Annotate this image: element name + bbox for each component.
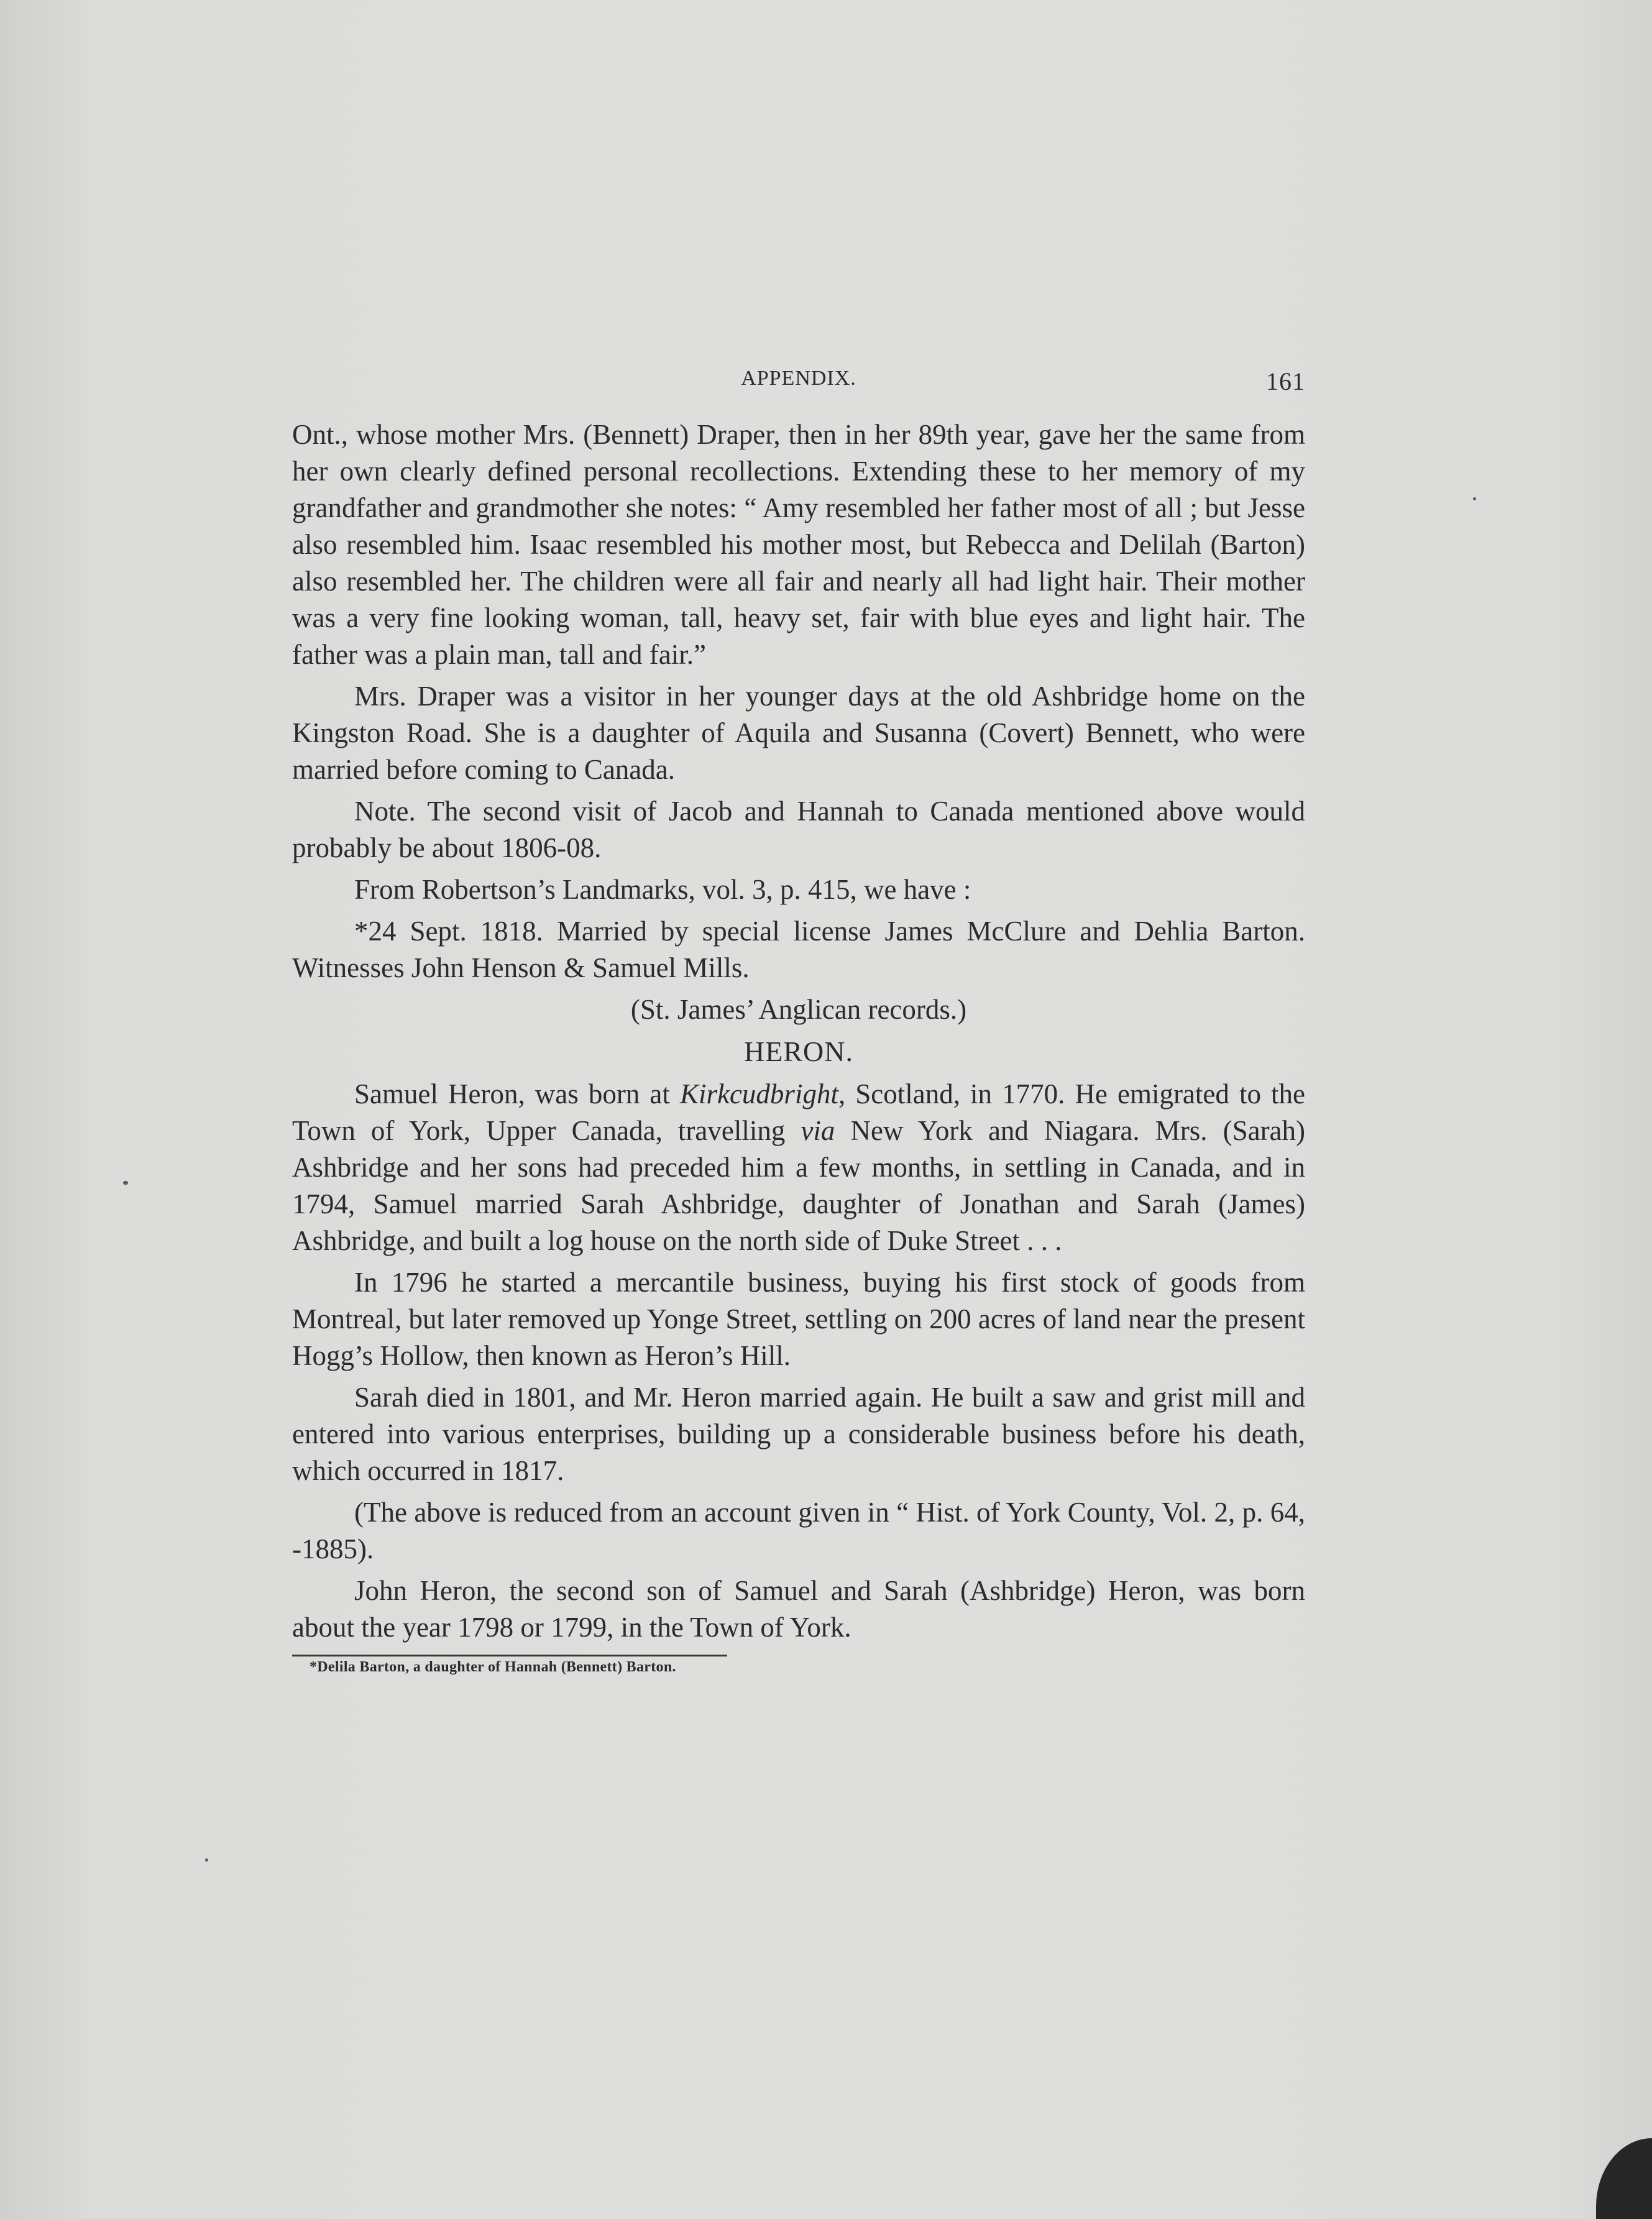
paragraph-robertson: From Robertson’s Landmarks, vol. 3, p. 415, we have :: [354, 874, 971, 905]
scan-speck: [123, 1181, 128, 1185]
text-block: [292, 367, 1305, 1676]
paragraph-anglican-records: (St. James’ Anglican records.): [630, 994, 967, 1025]
heron-p1-after: New York and Niagara. Mrs. (Sarah) Ashbridge and her sons had preceded him a few months, in settling in Canada, and in 1794, Samuel married Sarah Ashbridge, daughter of Jonathan and Sarah (James) Ashbridge, and built a log house on the north side of Duke Street . . .: [292, 1115, 1306, 1256]
paragraph-marriage-record: *24 Sept. 1818. Married by special license James McClure and Dehlia Barton. Witnesses John Henson & Samuel Mills.: [292, 916, 1305, 983]
section-heading-heron: HERON.: [744, 1036, 853, 1067]
paragraph-sarah-died: Sarah died in 1801, and Mr. Heron married again. He built a saw and grist mill and entered into various enterprises, building up a considerable business before his death, which occurred in 1817.: [292, 1382, 1305, 1486]
page-number: 161: [1266, 367, 1305, 395]
footnote: *Delila Barton, a daughter of Hannah (Bennett) Barton.: [310, 1659, 676, 1675]
paragraph-note: Note. The second visit of Jacob and Hannah to Canada mentioned above would probably be about 1806-08.: [292, 796, 1305, 863]
paragraph-source-note: (The above is reduced from an account given in “ Hist. of York County, Vol. 2, p. 64, -1885).: [292, 1497, 1305, 1564]
running-head: [292, 367, 1305, 416]
heron-p1-via: via: [801, 1115, 835, 1146]
paragraph-draper-recollections: Ont., whose mother Mrs. (Bennett) Draper, then in her 89th year, gave her the same from her own clearly defined personal recollections. Extending these to her memory of my grandfather and grandmother she notes: “ Amy resembled her father most of all ; but Jesse also resembled him. Isaac resembled his mother most, but Rebecca and Delilah (Barton) also resembled her. The children were all fair and nearly all had light hair. Their mother was a very fine looking woman, tall, heavy set, fair with blue eyes and light hair. The father was a plain man, tall and fair.”: [292, 419, 1305, 670]
running-title: APPENDIX.: [741, 367, 856, 390]
heron-p1-before: Samuel Heron, was born at: [354, 1078, 680, 1110]
paragraph-john-heron: John Heron, the second son of Samuel and Sarah (Ashbridge) Heron, was born about the year 1798 or 1799, in the Town of York.: [292, 1575, 1305, 1643]
corner-shadow: [1596, 2138, 1652, 2219]
paragraph-mercantile: In 1796 he started a mercantile business, buying his first stock of goods from Montreal, but later removed up Yonge Street, settling on 200 acres of land near the present Hogg’s Hollow, then known as Heron’s Hill.: [292, 1267, 1305, 1371]
heron-p1-place: Kirkcudbright: [679, 1078, 838, 1110]
scan-speck: [1473, 497, 1476, 500]
heron-p1-middle: , Scotland, in 1770. He emigrated to the Town of York, Upper Canada, travelling: [292, 1078, 1305, 1146]
footnote-rule: [292, 1655, 727, 1656]
scan-speck: [205, 1858, 208, 1862]
paragraph-draper-visitor: Mrs. Draper was a visitor in her younger days at the old Ashbridge home on the Kingston Road. She is a daughter of Aquila and Susanna (Covert) Bennett, who were married before coming to Canada.: [292, 681, 1305, 785]
paragraph-samuel-heron: [292, 1076, 1305, 1259]
